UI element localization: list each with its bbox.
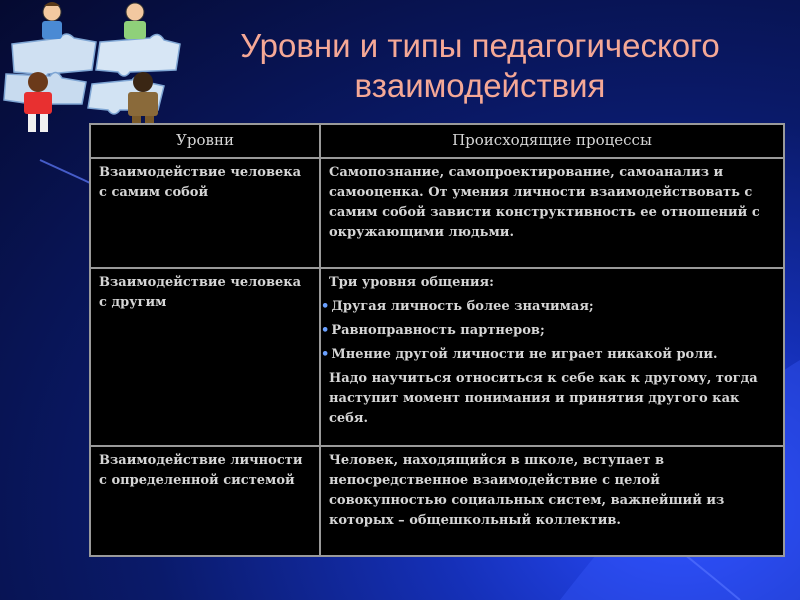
table-header-row — [90, 124, 784, 158]
table-row — [90, 268, 784, 446]
process-cell — [320, 158, 784, 268]
puzzle-people-icon — [0, 0, 200, 140]
process-text: Человек, находящийся в школе, вступает в непосредственное взаимодействие с целой совокупностью социальных систем, важнейший из которых – общешкольный коллектив. — [329, 453, 725, 528]
level-cell: Взаимодействие личности с определенной системой — [90, 446, 320, 556]
process-text: Три уровня общения: — [329, 275, 494, 290]
title-line-1: Уровни и типы педагогического — [240, 27, 720, 64]
header-processes: Происходящие процессы — [320, 124, 784, 158]
process-text: Надо научиться относиться к себе как к другому, тогда наступит момент понимания и принятия другого как себя. — [329, 371, 758, 426]
level-cell: Взаимодействие человека с самим собой — [90, 158, 320, 268]
process-cell — [320, 268, 784, 446]
level-cell: Взаимодействие человека с другим — [90, 268, 320, 446]
title-line-2: взаимодействия — [354, 67, 606, 104]
levels-table — [89, 123, 785, 557]
process-text: Самопознание, самопроектирование, самоанализ и самооценка. От умения личности взаимодействовать с самим собой зависти конструктивность ее отношений с окружающими людьми. — [329, 165, 760, 240]
process-bullet: • Равноправность партнеров; — [329, 321, 775, 341]
table-row — [90, 158, 784, 268]
process-bullet: • Мнение другой личности не играет никакой роли. — [329, 345, 775, 365]
process-bullet: • Другая личность более значимая; — [329, 297, 775, 317]
process-cell — [320, 446, 784, 556]
table-row — [90, 446, 784, 556]
header-levels: Уровни — [90, 124, 320, 158]
slide-title — [200, 26, 760, 106]
